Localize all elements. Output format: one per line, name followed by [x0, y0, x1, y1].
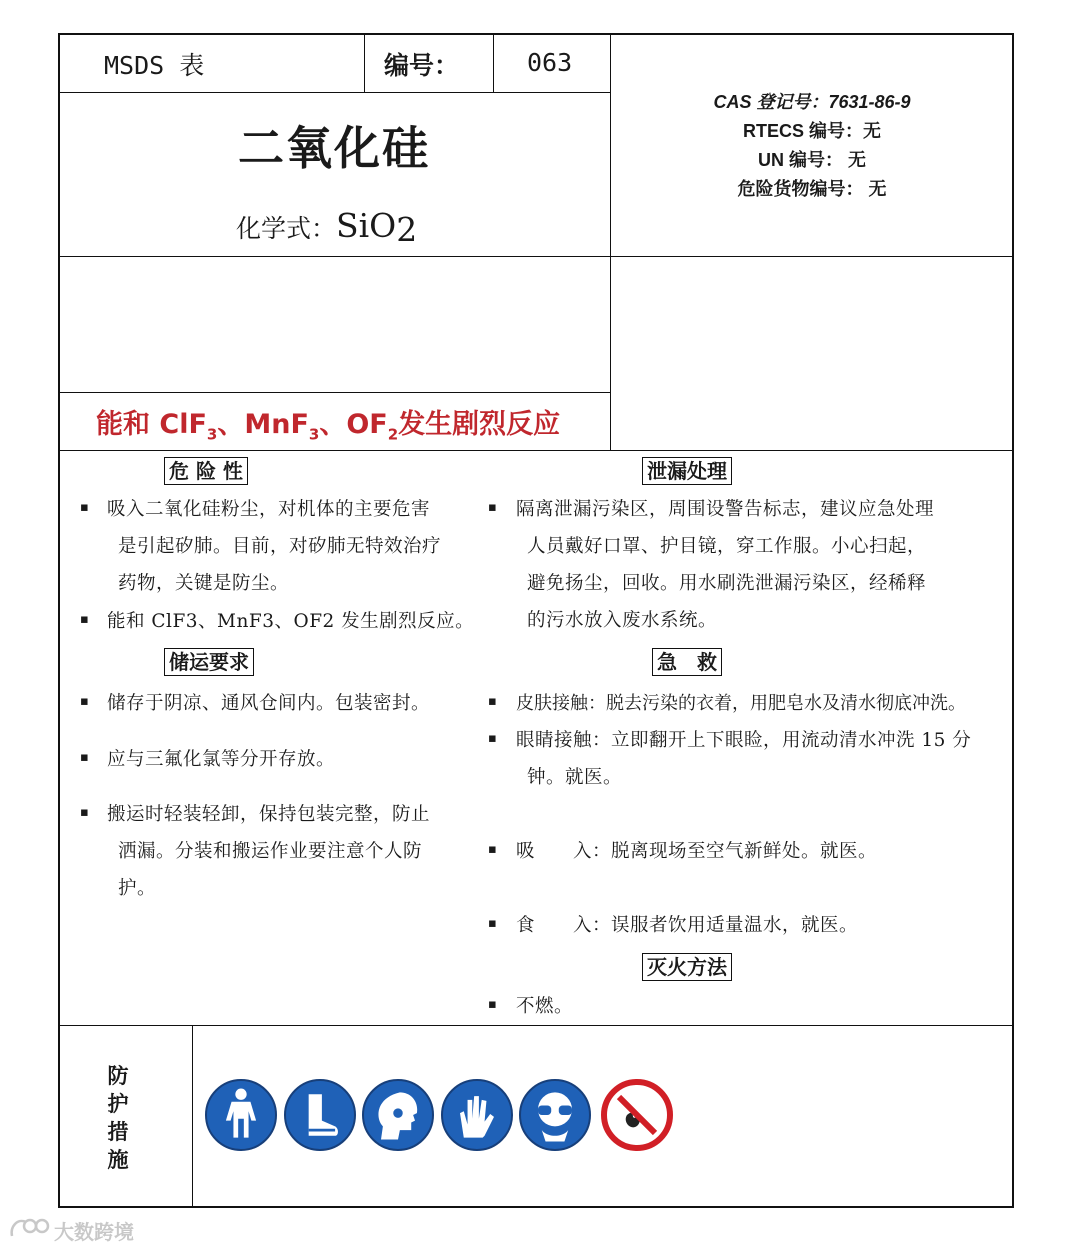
formula-main: SiO — [336, 206, 397, 245]
warning-text: 、OF — [319, 409, 388, 440]
watermark-logo-icon — [8, 1214, 52, 1246]
storage-line: 应与三氟化氯等分开存放。 — [107, 749, 336, 770]
number-value: 063 — [527, 48, 573, 77]
divider — [58, 392, 610, 393]
divider — [192, 1025, 193, 1208]
cas-number: CAS 登记号：7631-86-9 — [713, 92, 911, 112]
goggles-icon — [519, 1079, 591, 1151]
hazard-line: 吸入二氧化硅粉尘，对机体的主要危害 — [107, 499, 431, 520]
first-aid-line: 眼睛接触：立即翻开上下眼睑，用流动清水冲洗 15 分 — [516, 730, 972, 751]
warning-text: 发生剧烈反应 — [398, 409, 561, 440]
hearing-protection-icon — [362, 1079, 434, 1151]
safety-boots-icon — [284, 1079, 356, 1151]
bullet-icon: ▪ — [488, 997, 497, 1012]
leak-line: 的污水放入废水系统。 — [527, 610, 718, 631]
dangerous-goods-number: 危险货物编号： 无 — [737, 179, 887, 199]
storage-line: 搬运时轻装轻卸，保持包装完整，防止 — [107, 804, 431, 825]
gloves-icon — [441, 1079, 513, 1151]
warning-subscript: 3 — [206, 425, 218, 444]
storage-line: 洒漏。分装和搬运作业要注意个人防 — [118, 841, 423, 862]
divider — [364, 33, 365, 92]
section-title-leak: 泄漏处理 — [642, 457, 732, 485]
warning-text: 、MnF — [217, 409, 309, 440]
bullet-icon: ▪ — [80, 500, 89, 515]
watermark-text: 大数跨境 — [54, 1220, 134, 1244]
divider — [493, 33, 494, 92]
protection-label — [103, 1062, 133, 1174]
divider — [58, 1025, 1014, 1026]
un-number: UN 编号： 无 — [758, 150, 866, 170]
bullet-icon: ▪ — [488, 916, 497, 931]
section-title-first-aid: 急 救 — [652, 648, 722, 676]
bullet-icon: ▪ — [80, 805, 89, 820]
storage-line: 护。 — [118, 878, 157, 899]
bullet-icon: ▪ — [80, 612, 89, 627]
hazard-line: 是引起矽肺。目前，对矽肺无特效治疗 — [118, 536, 442, 557]
reaction-warning — [96, 402, 560, 443]
hazard-line: 能和 ClF3、MnF3、OF2 发生剧烈反应。 — [107, 611, 475, 632]
warning-text: 能和 ClF — [96, 409, 207, 440]
hazard-line: 药物，关键是防尘。 — [118, 573, 290, 594]
section-title-storage: 储运要求 — [164, 648, 254, 676]
no-open-flame-icon — [601, 1079, 673, 1151]
substance-name: 二氧化硅 — [238, 121, 430, 175]
divider — [610, 33, 611, 450]
first-aid-line: 皮肤接触：脱去污染的衣着，用肥皂水及清水彻底冲洗。 — [516, 693, 966, 714]
warning-subscript: 2 — [387, 425, 399, 444]
number-label: 编号： — [384, 51, 460, 80]
section-title-hazard: 危 险 性 — [164, 457, 248, 485]
warning-subscript: 3 — [308, 425, 320, 444]
leak-line: 隔离泄漏污染区，周围设警告标志，建议应急处理 — [516, 499, 935, 520]
protection-label-char: 护 — [107, 1092, 129, 1116]
bullet-icon: ▪ — [488, 694, 497, 709]
bullet-icon: ▪ — [80, 694, 89, 709]
storage-line: 储存于阴凉、通风仓间内。包装密封。 — [107, 693, 431, 714]
formula-label: 化学式： — [236, 214, 337, 243]
first-aid-line: 钟。就医。 — [527, 767, 623, 788]
formula-subscript: 2 — [396, 210, 418, 250]
form-label: MSDS 表 — [104, 51, 205, 80]
identifier-block — [612, 88, 1012, 204]
bullet-icon: ▪ — [488, 731, 497, 746]
leak-line: 人员戴好口罩、护目镜，穿工作服。小心扫起， — [527, 536, 927, 557]
section-title-fire: 灭火方法 — [642, 953, 732, 981]
leak-line: 避免扬尘，回收。用水刷洗泄漏污染区，经稀释 — [527, 573, 927, 594]
divider — [58, 92, 610, 93]
first-aid-line: 食 入：误服者饮用适量温水，就医。 — [516, 915, 859, 936]
fire-line: 不燃。 — [516, 996, 574, 1017]
protection-label-char: 防 — [107, 1064, 129, 1088]
bullet-icon: ▪ — [488, 500, 497, 515]
protective-suit-icon — [205, 1079, 277, 1151]
protection-label-char: 措 — [107, 1120, 129, 1144]
protection-label-char: 施 — [107, 1148, 129, 1172]
first-aid-line: 吸 入：脱离现场至空气新鲜处。就医。 — [516, 841, 878, 862]
rtecs-number: RTECS 编号：无 — [742, 121, 881, 141]
bullet-icon: ▪ — [80, 750, 89, 765]
divider — [58, 450, 1014, 451]
divider — [58, 256, 1014, 257]
chemical-formula — [236, 206, 417, 249]
bullet-icon: ▪ — [488, 842, 497, 857]
